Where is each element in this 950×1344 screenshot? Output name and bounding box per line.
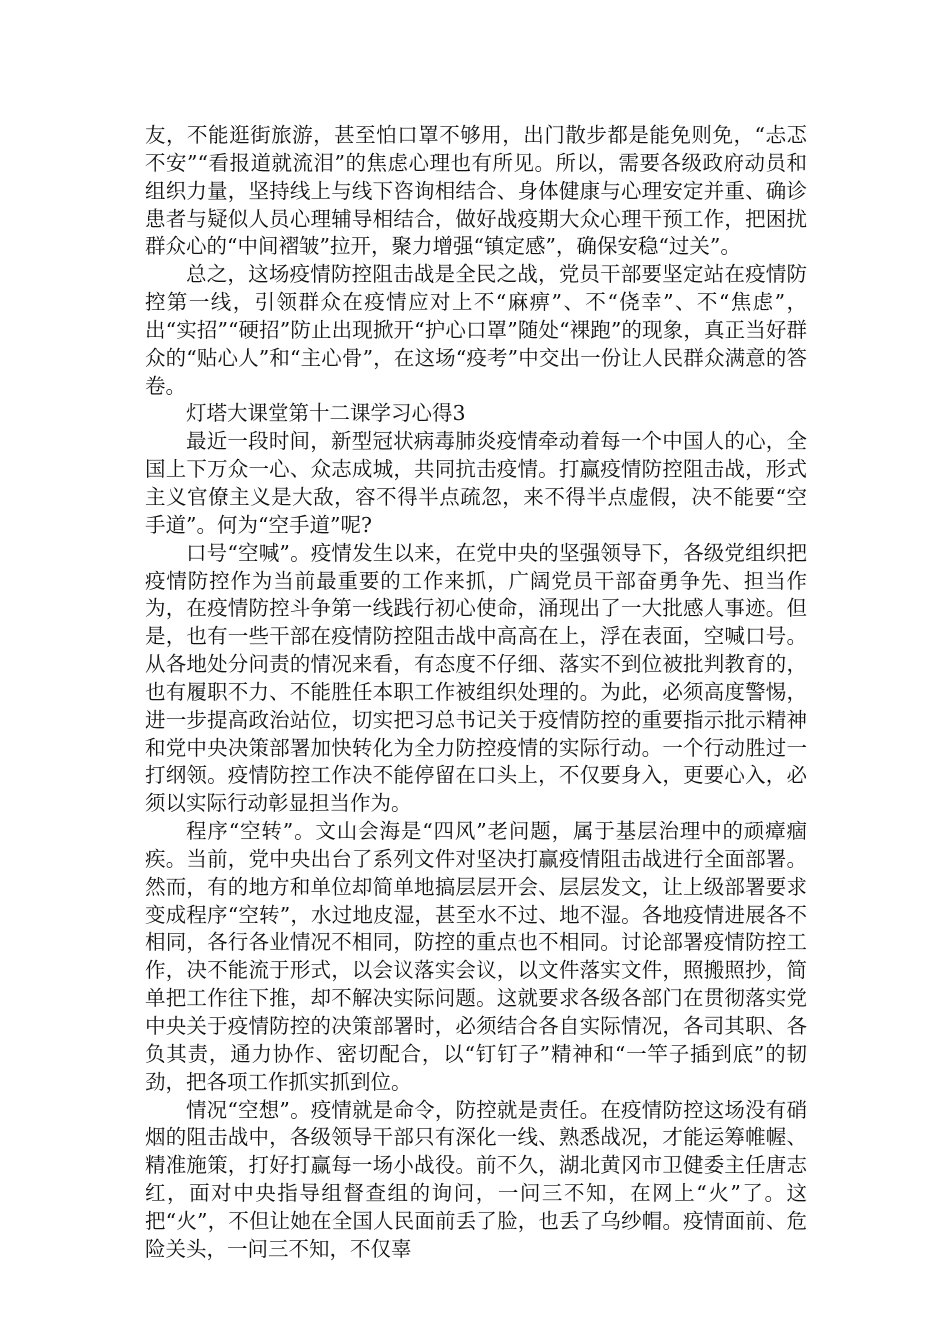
- paragraph-1: 友，不能逛街旅游，甚至怕口罩不够用，出门散步都是能免则免，“忐忑不安”“看报道就流泪”的焦虑心理也有所见。所以，需要各级政府动员和组织力量，坚持线上与线下咨询相结合、身体健康与心理安定并重、确诊患者与疑似人员心理辅导相结合，做好战疫期大众心理干预工作，把困扰群众心的“中间褶皱”拉开，聚力增强“镇定感”，确保安稳“过关”。: [145, 123, 807, 259]
- paragraph-4: 口号“空喊”。疫情发生以来，在党中央的坚强领导下，各级党组织把疫情防控作为当前最重要的工作来抓，广阔党员干部奋勇争先、担当作为，在疫情防控斗争第一线践行初心使命，涌现出了一大批感人事迹。但是，也有一些干部在疫情防控阻击战中高高在上，浮在表面，空喊口号。从各地处分问责的情况来看，有态度不仔细、落实不到位被批判教育的，也有履职不力、不能胜任本职工作被组织处理的。为此，必须高度警惕，进一步提高政治站位，切实把习总书记关于疫情防控的重要指示批示精神和党中央决策部署加快转化为全力防控疫情的实际行动。一个行动胜过一打纲领。疫情防控工作决不能停留在口头上，不仅要身入，更要心入，必须以实际行动彰显担当作为。: [145, 540, 807, 816]
- paragraph-6: 情况“空想”。疫情就是命令，防控就是责任。在疫情防控这场没有硝烟的阻击战中，各级领导干部只有深化一线、熟悉战况，才能运筹帷幄、精准施策，打好打赢每一场小战役。前不久，湖北黄冈市卫健委主任唐志红，面对中央指导组督查组的询问，一问三不知，在网上“火”了。这把“火”，不但让她在全国人民面前丢了脸，也丢了乌纱帽。疫情面前、危险关头，一问三不知，不仅辜: [145, 1097, 807, 1261]
- paragraph-2: 总之，这场疫情防控阻击战是全民之战，党员干部要坚定站在疫情防控第一线，引领群众在疫情应对上不“麻痹”、不“侥幸”、不“焦虑”，出“实招”“硬招”防止出现掀开“护心口罩”随处“裸跑”的现象，真正当好群众的“贴心人”和“主心骨”，在这场“疫考”中交出一份让人民群众满意的答卷。: [145, 262, 807, 398]
- paragraph-3: 最近一段时间，新型冠状病毒肺炎疫情牵动着每一个中国人的心，全国上下万众一心、众志成城，共同抗击疫情。打赢疫情防控阻击战，形式主义官僚主义是大敌，容不得半点疏忽，来不得半点虚假，决不能要“空手道”。何为“空手道”呢?: [145, 429, 807, 537]
- section-heading: 灯塔大课堂第十二课学习心得3: [186, 401, 466, 426]
- paragraph-5: 程序“空转”。文山会海是“四风”老问题，属于基层治理中的顽瘴痼疾。当前，党中央出台了系列文件对坚决打赢疫情阻击战进行全面部署。然而，有的地方和单位却简单地搞层层开会、层层发文，让上级部署要求变成程序“空转”，水过地皮湿，甚至水不过、地不湿。各地疫情进展各不相同，各行各业情况不相同，防控的重点也不相同。讨论部署疫情防控工作，决不能流于形式，以会议落实会议，以文件落实文件，照搬照抄，简单把工作往下推，却不解决实际问题。这就要求各级各部门在贯彻落实党中央关于疫情防控的决策部署时，必须结合各自实际情况，各司其职、各负其责，通力协作、密切配合，以“钉钉子”精神和“一竿子插到底”的韧劲，把各项工作抓实抓到位。: [145, 819, 807, 1094]
- document-page: [145, 122, 807, 1264]
